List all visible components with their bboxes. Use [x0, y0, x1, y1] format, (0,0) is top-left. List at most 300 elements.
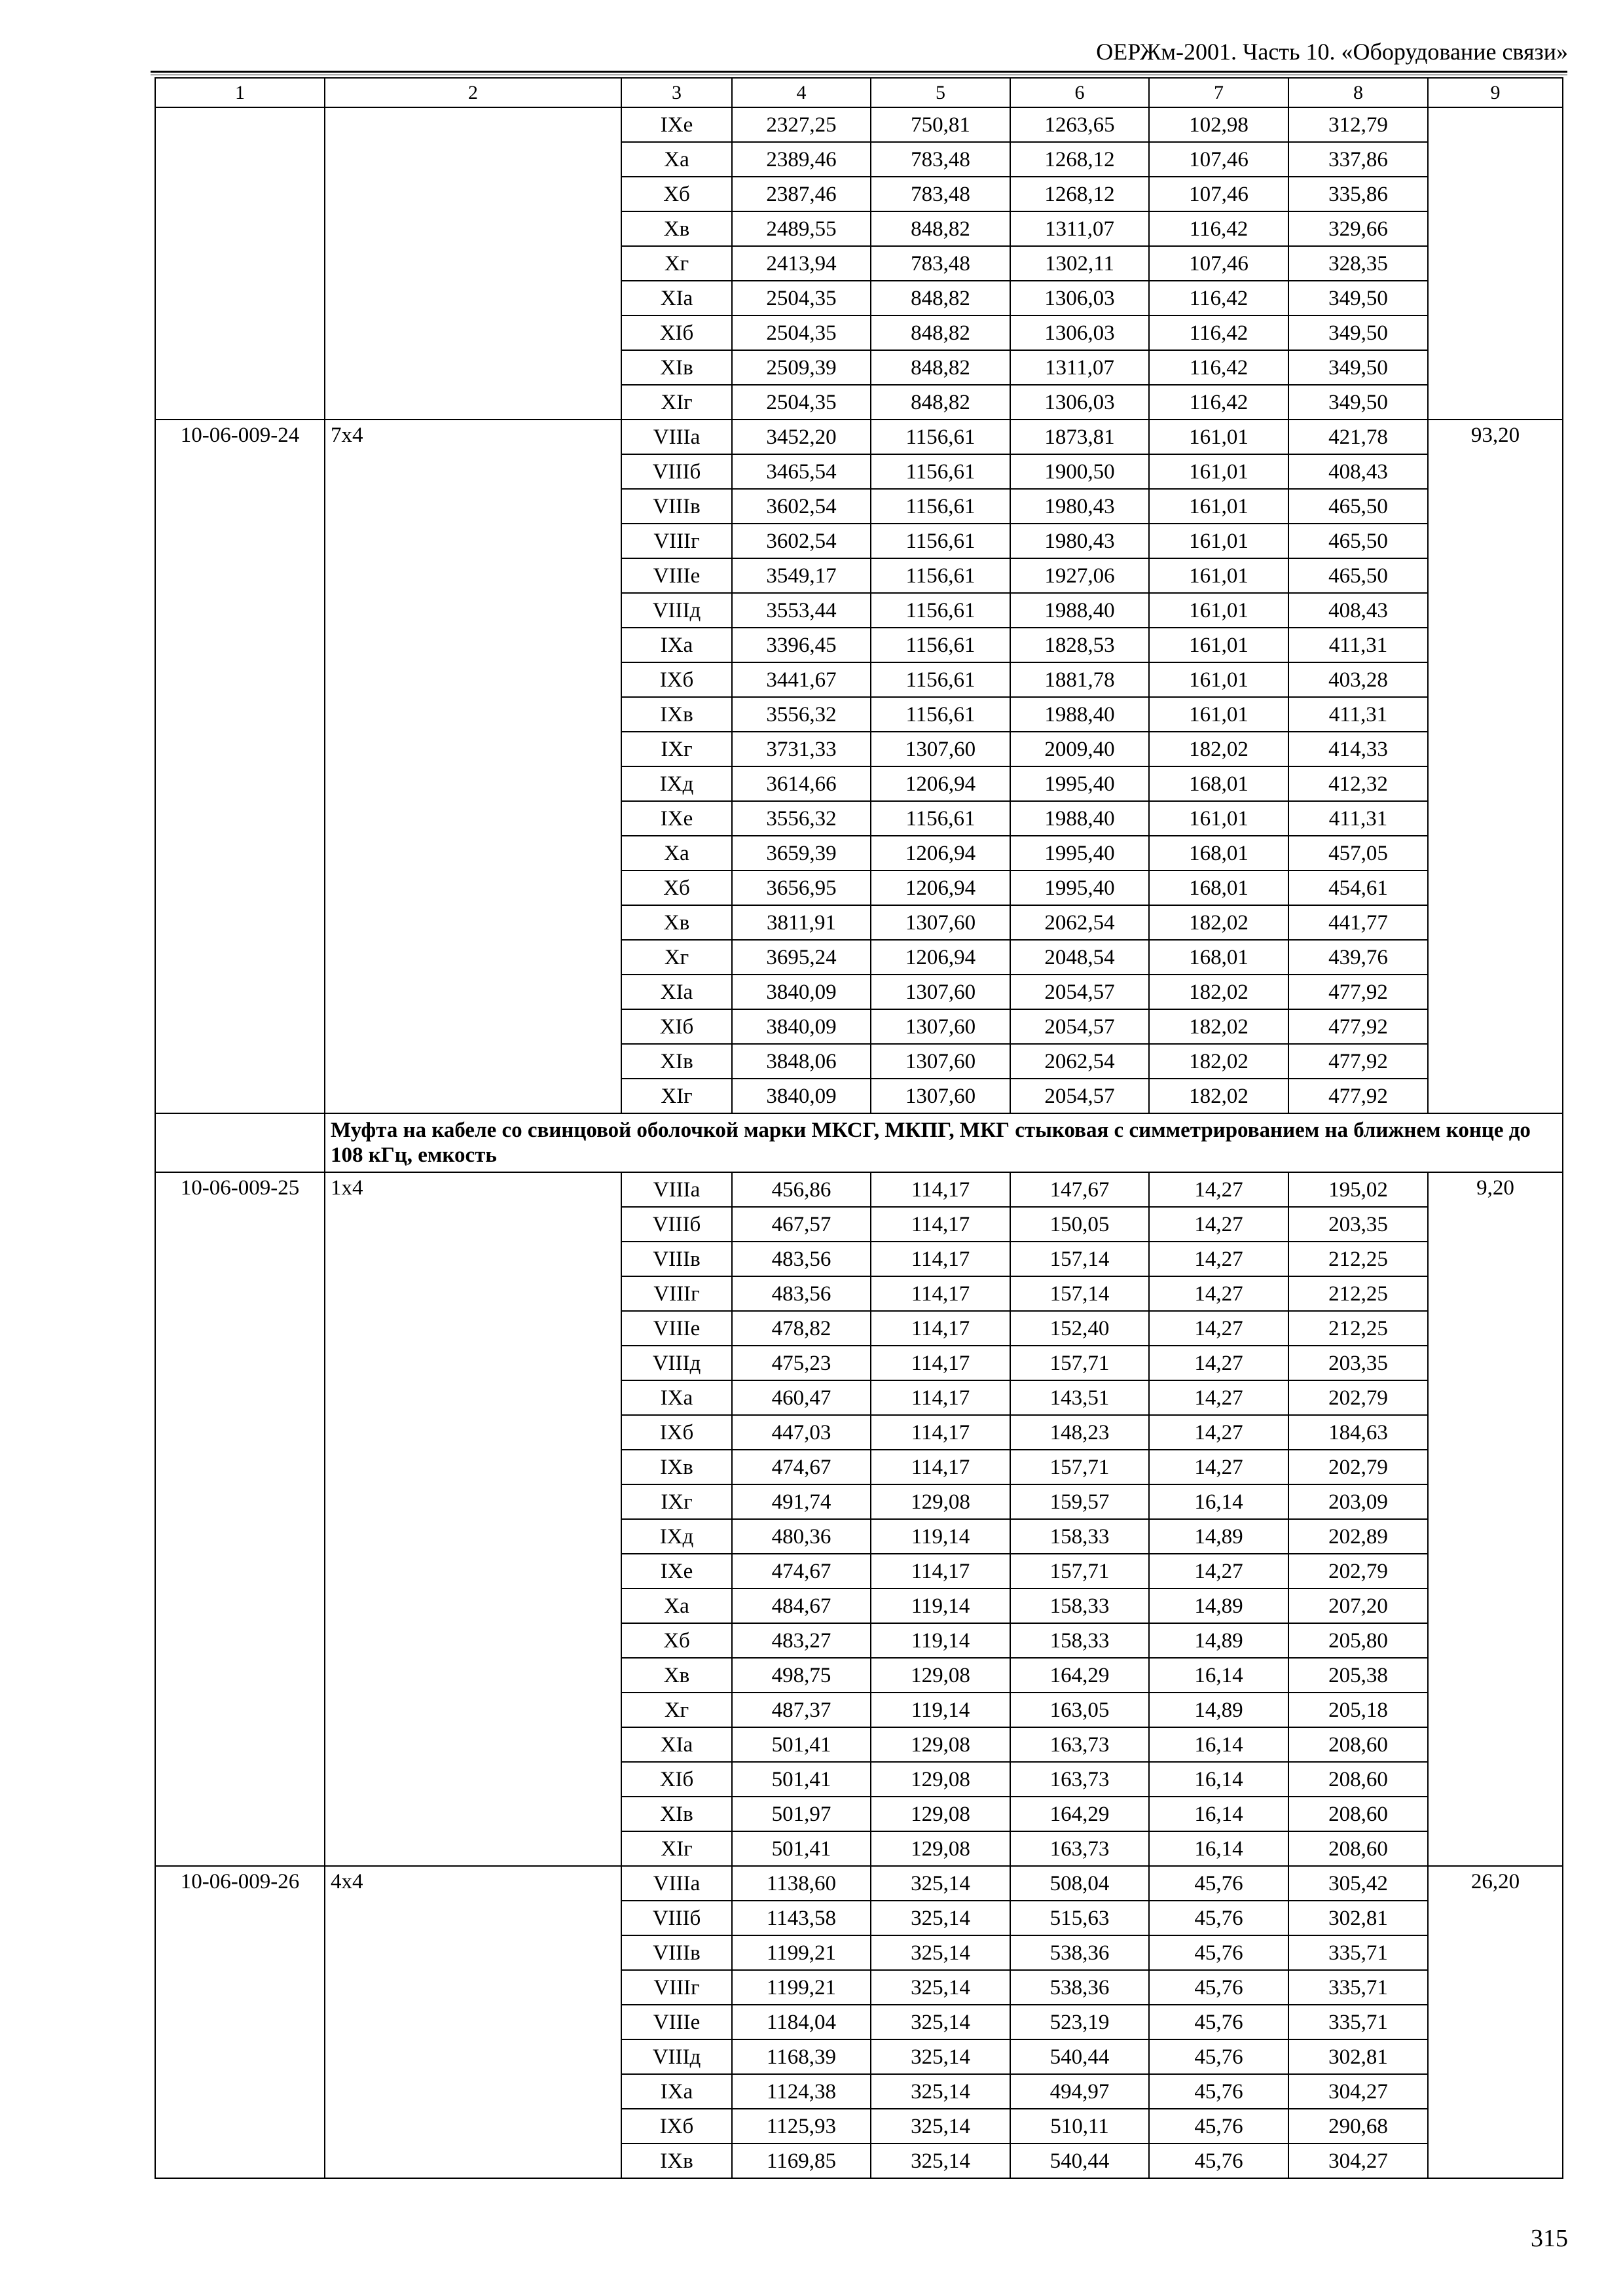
- wages-cell: 1156,61: [871, 697, 1010, 732]
- table-row: [155, 142, 1563, 177]
- rate-code-cell: 10-06-009-25: [155, 1172, 325, 1207]
- capacity-cell: [325, 1079, 621, 1113]
- wages-cell: 1206,94: [871, 940, 1010, 975]
- column-number: 3: [621, 78, 732, 107]
- zone-cell: IXа: [621, 628, 732, 662]
- capacity-cell: [325, 1901, 621, 1935]
- capacity-cell: [325, 1693, 621, 1727]
- table-row: [155, 1623, 1563, 1658]
- capacity-cell: [325, 836, 621, 870]
- coefficient-cell: [1428, 1658, 1563, 1693]
- direct-cost-cell: 1125,93: [732, 2109, 871, 2144]
- machine-cost-cell: 148,23: [1010, 1415, 1149, 1450]
- zone-cell: XIа: [621, 975, 732, 1009]
- machine-cost-cell: 157,14: [1010, 1276, 1149, 1311]
- table-row: [155, 385, 1563, 420]
- direct-cost-cell: 1138,60: [732, 1866, 871, 1901]
- coefficient-cell: [1428, 1901, 1563, 1935]
- table-row: [155, 1901, 1563, 1935]
- wages-cell: 1307,60: [871, 905, 1010, 940]
- coefficient-cell: [1428, 1380, 1563, 1415]
- coefficient-cell: [1428, 1727, 1563, 1762]
- column-number: 5: [871, 78, 1010, 107]
- zone-cell: IXе: [621, 801, 732, 836]
- table-row: [155, 1831, 1563, 1866]
- rate-code-cell: [155, 454, 325, 489]
- capacity-cell: [325, 732, 621, 766]
- machine-cost-cell: 1306,03: [1010, 315, 1149, 350]
- coefficient-cell: [1428, 1415, 1563, 1450]
- table-row: [155, 1935, 1563, 1970]
- machine-cost-cell: 164,29: [1010, 1797, 1149, 1831]
- machine-cost-cell: 1927,06: [1010, 558, 1149, 593]
- capacity-cell: [325, 1044, 621, 1079]
- materials-cell: 411,31: [1288, 801, 1428, 836]
- header-rule: [151, 71, 1567, 73]
- table-row: [155, 1797, 1563, 1831]
- coefficient-cell: [1428, 1044, 1563, 1079]
- direct-cost-cell: 3556,32: [732, 801, 871, 836]
- capacity-cell: [325, 905, 621, 940]
- machine-cost-cell: 2009,40: [1010, 732, 1149, 766]
- machine-cost-cell: 1995,40: [1010, 870, 1149, 905]
- materials-cell: 477,92: [1288, 1009, 1428, 1044]
- coefficient-cell: [1428, 1935, 1563, 1970]
- rate-code-cell: [155, 1519, 325, 1554]
- table-row: [155, 940, 1563, 975]
- wages-cell: 1156,61: [871, 593, 1010, 628]
- operator-wages-cell: 16,14: [1149, 1831, 1288, 1866]
- materials-cell: 212,25: [1288, 1311, 1428, 1346]
- rate-code-cell: [155, 2039, 325, 2074]
- materials-cell: 328,35: [1288, 246, 1428, 281]
- materials-cell: 212,25: [1288, 1242, 1428, 1276]
- operator-wages-cell: 107,46: [1149, 177, 1288, 211]
- wages-cell: 1307,60: [871, 1009, 1010, 1044]
- capacity-cell: [325, 1727, 621, 1762]
- zone-cell: VIIIа: [621, 1866, 732, 1901]
- wages-cell: 1206,94: [871, 766, 1010, 801]
- capacity-cell: [325, 1970, 621, 2005]
- operator-wages-cell: 16,14: [1149, 1762, 1288, 1797]
- direct-cost-cell: 3659,39: [732, 836, 871, 870]
- materials-cell: 454,61: [1288, 870, 1428, 905]
- wages-cell: 114,17: [871, 1415, 1010, 1450]
- direct-cost-cell: 487,37: [732, 1693, 871, 1727]
- rate-code-cell: [155, 697, 325, 732]
- machine-cost-cell: 1828,53: [1010, 628, 1149, 662]
- rate-code-cell: [155, 662, 325, 697]
- direct-cost-cell: 501,41: [732, 1831, 871, 1866]
- table-row: [155, 1207, 1563, 1242]
- zone-cell: Xв: [621, 905, 732, 940]
- rate-code-cell: [155, 350, 325, 385]
- coefficient-cell: [1428, 1079, 1563, 1113]
- wages-cell: 119,14: [871, 1623, 1010, 1658]
- direct-cost-cell: 483,27: [732, 1623, 871, 1658]
- coefficient-cell: [1428, 1009, 1563, 1044]
- rate-code-cell: [155, 524, 325, 558]
- machine-cost-cell: 143,51: [1010, 1380, 1149, 1415]
- rate-code-cell: [155, 315, 325, 350]
- zone-cell: Xг: [621, 1693, 732, 1727]
- column-number: 7: [1149, 78, 1288, 107]
- direct-cost-cell: 2327,25: [732, 107, 871, 142]
- table-row: [155, 732, 1563, 766]
- direct-cost-cell: 3556,32: [732, 697, 871, 732]
- rate-code-cell: [155, 1554, 325, 1588]
- coefficient-cell: [1428, 315, 1563, 350]
- coefficient-cell: [1428, 246, 1563, 281]
- capacity-cell: [325, 697, 621, 732]
- direct-cost-cell: 2389,46: [732, 142, 871, 177]
- wages-cell: 129,08: [871, 1762, 1010, 1797]
- zone-cell: Xг: [621, 246, 732, 281]
- wages-cell: 848,82: [871, 281, 1010, 315]
- coefficient-cell: [1428, 2109, 1563, 2144]
- materials-cell: 202,89: [1288, 1519, 1428, 1554]
- coefficient-cell: [1428, 905, 1563, 940]
- machine-cost-cell: 1268,12: [1010, 142, 1149, 177]
- capacity-cell: [325, 281, 621, 315]
- direct-cost-cell: 2413,94: [732, 246, 871, 281]
- zone-cell: IXг: [621, 1484, 732, 1519]
- table-row: [155, 2005, 1563, 2039]
- table-row: [155, 2109, 1563, 2144]
- operator-wages-cell: 14,27: [1149, 1207, 1288, 1242]
- wages-cell: 848,82: [871, 385, 1010, 420]
- coefficient-cell: [1428, 281, 1563, 315]
- rate-code-cell: [155, 628, 325, 662]
- table-row: [155, 1693, 1563, 1727]
- operator-wages-cell: 14,27: [1149, 1242, 1288, 1276]
- capacity-cell: 4х4: [325, 1866, 621, 1901]
- coefficient-cell: [1428, 1693, 1563, 1727]
- direct-cost-cell: 3614,66: [732, 766, 871, 801]
- wages-cell: 1206,94: [871, 870, 1010, 905]
- table-row: [155, 107, 1563, 142]
- table-row: [155, 1658, 1563, 1693]
- rate-code-cell: [155, 281, 325, 315]
- zone-cell: VIIIе: [621, 2005, 732, 2039]
- coefficient-cell: [1428, 177, 1563, 211]
- coefficient-cell: [1428, 1450, 1563, 1484]
- capacity-cell: [325, 1242, 621, 1276]
- machine-cost-cell: 1306,03: [1010, 385, 1149, 420]
- coefficient-cell: [1428, 975, 1563, 1009]
- zone-cell: Xа: [621, 836, 732, 870]
- direct-cost-cell: 2387,46: [732, 177, 871, 211]
- table-row: [155, 2039, 1563, 2074]
- machine-cost-cell: 157,71: [1010, 1554, 1149, 1588]
- operator-wages-cell: 116,42: [1149, 281, 1288, 315]
- direct-cost-cell: 501,97: [732, 1797, 871, 1831]
- machine-cost-cell: 158,33: [1010, 1623, 1149, 1658]
- rate-code-cell: [155, 836, 325, 870]
- materials-cell: 335,71: [1288, 1970, 1428, 2005]
- direct-cost-cell: 3441,67: [732, 662, 871, 697]
- materials-cell: 302,81: [1288, 1901, 1428, 1935]
- direct-cost-cell: 3553,44: [732, 593, 871, 628]
- rate-code-cell: [155, 1970, 325, 2005]
- operator-wages-cell: 45,76: [1149, 1866, 1288, 1901]
- operator-wages-cell: 14,27: [1149, 1346, 1288, 1380]
- coefficient-cell: [1428, 2144, 1563, 2178]
- operator-wages-cell: 45,76: [1149, 1901, 1288, 1935]
- operator-wages-cell: 16,14: [1149, 1658, 1288, 1693]
- zone-cell: XIб: [621, 1762, 732, 1797]
- materials-cell: 477,92: [1288, 1079, 1428, 1113]
- capacity-cell: [325, 107, 621, 142]
- direct-cost-cell: 478,82: [732, 1311, 871, 1346]
- materials-cell: 212,25: [1288, 1276, 1428, 1311]
- table-row: [155, 1588, 1563, 1623]
- materials-cell: 195,02: [1288, 1172, 1428, 1207]
- zone-cell: XIв: [621, 350, 732, 385]
- wages-cell: 119,14: [871, 1693, 1010, 1727]
- coefficient-cell: [1428, 593, 1563, 628]
- capacity-cell: [325, 1450, 621, 1484]
- capacity-cell: [325, 1415, 621, 1450]
- zone-cell: Xб: [621, 870, 732, 905]
- materials-cell: 205,80: [1288, 1623, 1428, 1658]
- direct-cost-cell: 460,47: [732, 1380, 871, 1415]
- zone-cell: Xа: [621, 1588, 732, 1623]
- wages-cell: 1156,61: [871, 662, 1010, 697]
- table-row: [155, 836, 1563, 870]
- column-number: 6: [1010, 78, 1149, 107]
- operator-wages-cell: 161,01: [1149, 662, 1288, 697]
- rate-code-cell: [155, 1484, 325, 1519]
- capacity-cell: [325, 1311, 621, 1346]
- operator-wages-cell: 116,42: [1149, 211, 1288, 246]
- coefficient-cell: 93,20: [1428, 420, 1563, 454]
- capacity-cell: [325, 1554, 621, 1588]
- rate-code-cell: [155, 1935, 325, 1970]
- zone-cell: VIIIе: [621, 1311, 732, 1346]
- machine-cost-cell: 1900,50: [1010, 454, 1149, 489]
- column-number: 1: [155, 78, 325, 107]
- column-number: 4: [732, 78, 871, 107]
- page-header: ОЕРЖм-2001. Часть 10. «Оборудование связи»: [1096, 39, 1568, 65]
- zone-cell: IXв: [621, 1450, 732, 1484]
- rate-code-cell: [155, 489, 325, 524]
- rate-code-cell: [155, 1346, 325, 1380]
- coefficient-cell: [1428, 107, 1563, 142]
- wages-cell: 129,08: [871, 1658, 1010, 1693]
- table-row: [155, 697, 1563, 732]
- coefficient-cell: [1428, 385, 1563, 420]
- rate-code-cell: [155, 766, 325, 801]
- machine-cost-cell: 538,36: [1010, 1970, 1149, 2005]
- operator-wages-cell: 14,89: [1149, 1588, 1288, 1623]
- direct-cost-cell: 501,41: [732, 1762, 871, 1797]
- table-row: [155, 593, 1563, 628]
- capacity-cell: [325, 1831, 621, 1866]
- capacity-cell: [325, 940, 621, 975]
- rate-code-cell: [155, 905, 325, 940]
- direct-cost-cell: 3811,91: [732, 905, 871, 940]
- rate-code-cell: [155, 1009, 325, 1044]
- table-row: [155, 662, 1563, 697]
- capacity-cell: [325, 975, 621, 1009]
- zone-cell: VIIIд: [621, 1346, 732, 1380]
- machine-cost-cell: 2054,57: [1010, 1079, 1149, 1113]
- direct-cost-cell: 3731,33: [732, 732, 871, 766]
- capacity-cell: [325, 766, 621, 801]
- direct-cost-cell: 2509,39: [732, 350, 871, 385]
- rate-code-cell: [155, 2005, 325, 2039]
- table-row: [155, 766, 1563, 801]
- direct-cost-cell: 474,67: [732, 1554, 871, 1588]
- capacity-cell: [325, 628, 621, 662]
- operator-wages-cell: 14,27: [1149, 1380, 1288, 1415]
- rate-code-cell: [155, 1623, 325, 1658]
- zone-cell: XIв: [621, 1797, 732, 1831]
- materials-cell: 349,50: [1288, 281, 1428, 315]
- machine-cost-cell: 510,11: [1010, 2109, 1149, 2144]
- coefficient-cell: [1428, 524, 1563, 558]
- materials-cell: 408,43: [1288, 593, 1428, 628]
- machine-cost-cell: 152,40: [1010, 1311, 1149, 1346]
- rate-code-cell: [155, 2074, 325, 2109]
- coefficient-cell: [1428, 1484, 1563, 1519]
- direct-cost-cell: 447,03: [732, 1415, 871, 1450]
- operator-wages-cell: 14,89: [1149, 1693, 1288, 1727]
- zone-cell: IXе: [621, 107, 732, 142]
- capacity-cell: [325, 177, 621, 211]
- table-row: [155, 1311, 1563, 1346]
- zone-cell: VIIIв: [621, 489, 732, 524]
- zone-cell: VIIIв: [621, 1242, 732, 1276]
- direct-cost-cell: 456,86: [732, 1172, 871, 1207]
- table-row: [155, 1242, 1563, 1276]
- capacity-cell: [325, 315, 621, 350]
- coefficient-cell: [1428, 1762, 1563, 1797]
- materials-cell: 465,50: [1288, 558, 1428, 593]
- table-row: [155, 2144, 1563, 2178]
- rates-table-container: [155, 77, 1563, 2179]
- wages-cell: 848,82: [871, 315, 1010, 350]
- capacity-cell: [325, 593, 621, 628]
- operator-wages-cell: 45,76: [1149, 1970, 1288, 2005]
- zone-cell: XIг: [621, 1079, 732, 1113]
- capacity-cell: [325, 1380, 621, 1415]
- machine-cost-cell: 1311,07: [1010, 350, 1149, 385]
- capacity-cell: [325, 246, 621, 281]
- zone-cell: XIв: [621, 1044, 732, 1079]
- table-row: [155, 1415, 1563, 1450]
- section-title-row: [155, 1113, 1563, 1172]
- wages-cell: 1156,61: [871, 524, 1010, 558]
- materials-cell: 203,35: [1288, 1207, 1428, 1242]
- capacity-cell: [325, 1207, 621, 1242]
- operator-wages-cell: 14,27: [1149, 1415, 1288, 1450]
- operator-wages-cell: 16,14: [1149, 1727, 1288, 1762]
- rate-code-cell: [155, 1901, 325, 1935]
- operator-wages-cell: 45,76: [1149, 2005, 1288, 2039]
- wages-cell: 1206,94: [871, 836, 1010, 870]
- table-row: [155, 870, 1563, 905]
- coefficient-cell: [1428, 2039, 1563, 2074]
- rate-code-cell: [155, 1415, 325, 1450]
- rate-code-cell: [155, 2144, 325, 2178]
- coefficient-cell: [1428, 940, 1563, 975]
- zone-cell: VIIIб: [621, 1207, 732, 1242]
- machine-cost-cell: 1988,40: [1010, 697, 1149, 732]
- coefficient-cell: [1428, 350, 1563, 385]
- materials-cell: 465,50: [1288, 489, 1428, 524]
- operator-wages-cell: 45,76: [1149, 2144, 1288, 2178]
- machine-cost-cell: 1881,78: [1010, 662, 1149, 697]
- table-row: [155, 1866, 1563, 1901]
- operator-wages-cell: 161,01: [1149, 489, 1288, 524]
- materials-cell: 414,33: [1288, 732, 1428, 766]
- wages-cell: 119,14: [871, 1519, 1010, 1554]
- table-row: [155, 558, 1563, 593]
- wages-cell: 129,08: [871, 1727, 1010, 1762]
- zone-cell: VIIIб: [621, 1901, 732, 1935]
- zone-cell: XIг: [621, 1831, 732, 1866]
- direct-cost-cell: 3840,09: [732, 975, 871, 1009]
- machine-cost-cell: 540,44: [1010, 2144, 1149, 2178]
- operator-wages-cell: 182,02: [1149, 1079, 1288, 1113]
- capacity-cell: [325, 2074, 621, 2109]
- section-title: Муфта на кабеле со свинцовой оболочкой марки МКСГ, МКПГ, МКГ стыковая с симметрированием на ближнем конце до 108 кГц, емкость: [325, 1113, 1563, 1172]
- operator-wages-cell: 16,14: [1149, 1484, 1288, 1519]
- table-row: [155, 281, 1563, 315]
- direct-cost-cell: 2504,35: [732, 385, 871, 420]
- materials-cell: 202,79: [1288, 1450, 1428, 1484]
- direct-cost-cell: 474,67: [732, 1450, 871, 1484]
- operator-wages-cell: 14,27: [1149, 1276, 1288, 1311]
- machine-cost-cell: 508,04: [1010, 1866, 1149, 1901]
- rate-code-cell: 10-06-009-24: [155, 420, 325, 454]
- rate-code-cell: [155, 1831, 325, 1866]
- operator-wages-cell: 161,01: [1149, 628, 1288, 662]
- operator-wages-cell: 161,01: [1149, 524, 1288, 558]
- operator-wages-cell: 14,27: [1149, 1172, 1288, 1207]
- materials-cell: 337,86: [1288, 142, 1428, 177]
- coefficient-cell: [1428, 2005, 1563, 2039]
- coefficient-cell: [1428, 662, 1563, 697]
- rate-code-cell: [155, 1380, 325, 1415]
- table-row: [155, 1450, 1563, 1484]
- capacity-cell: [325, 801, 621, 836]
- machine-cost-cell: 494,97: [1010, 2074, 1149, 2109]
- rate-code-cell: [155, 1311, 325, 1346]
- rates-table: [155, 77, 1563, 2179]
- operator-wages-cell: 14,89: [1149, 1519, 1288, 1554]
- wages-cell: 1156,61: [871, 420, 1010, 454]
- zone-cell: VIIIг: [621, 524, 732, 558]
- coefficient-cell: [1428, 870, 1563, 905]
- materials-cell: 465,50: [1288, 524, 1428, 558]
- direct-cost-cell: 1184,04: [732, 2005, 871, 2039]
- operator-wages-cell: 45,76: [1149, 2109, 1288, 2144]
- rate-code-cell: [155, 1588, 325, 1623]
- operator-wages-cell: 14,89: [1149, 1623, 1288, 1658]
- rate-code-cell: [155, 177, 325, 211]
- machine-cost-cell: 158,33: [1010, 1519, 1149, 1554]
- coefficient-cell: [1428, 1276, 1563, 1311]
- coefficient-cell: [1428, 211, 1563, 246]
- wages-cell: 325,14: [871, 2074, 1010, 2109]
- machine-cost-cell: 515,63: [1010, 1901, 1149, 1935]
- wages-cell: 114,17: [871, 1242, 1010, 1276]
- table-row: [155, 315, 1563, 350]
- zone-cell: VIIIд: [621, 2039, 732, 2074]
